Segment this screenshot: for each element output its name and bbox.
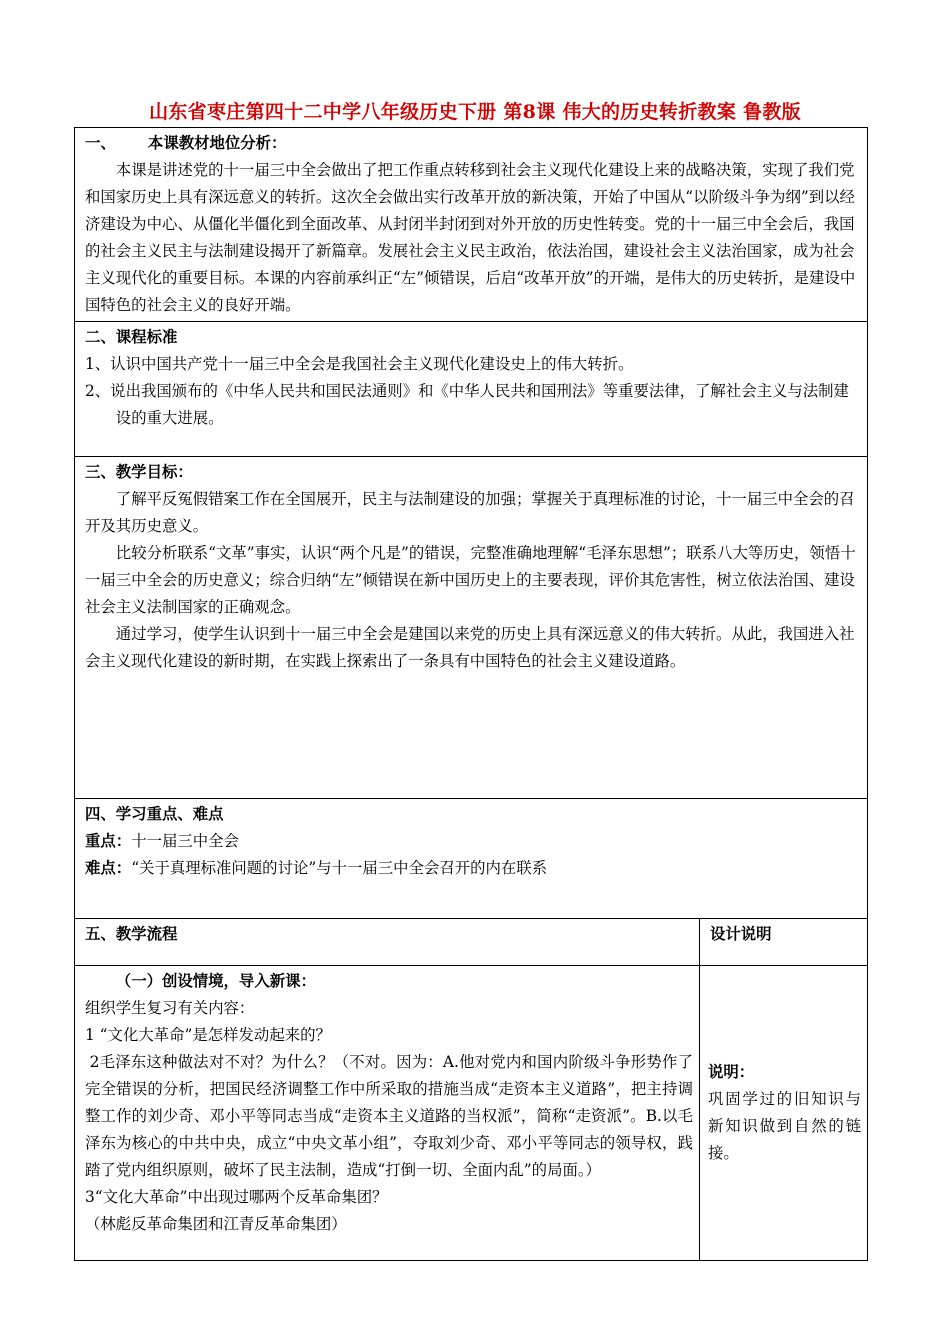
teaching-flow-cell	[75, 966, 700, 1261]
section-4-row	[75, 799, 868, 919]
difficulty-line	[85, 855, 861, 882]
standard-item-2: 2、说出我国颁布的《中华人民共和国民法通则》和《中华人民共和国刑法》等重要法律，了解社会主义与法制建设的重大进展。	[85, 382, 849, 427]
objective-paragraph-3: 通过学习，使学生认识到十一届三中全会是建国以来党的历史上具有深远意义的伟大转折。从此，我国进入社会主义现代化建设的新时期，在实践上探索出了一条具有中国特色的社会主义建设道路。	[85, 625, 855, 670]
section-1-paragraph: 本课是讲述党的十一届三中全会做出了把工作重点转移到社会主义现代化建设上来的战略决策，实现了我们党和国家历史上具有深远意义的转折。这次全会做出实行改革开放的新决策，开始了中国从“以阶级斗争为纲”到以经济建设为中心、从僵化半僵化到全面改革、从封闭半封闭到对外开放的历史性转变。党的十一届三中全会后，我国的社会主义民主与法制建设揭开了新篇章。发展社会主义民主政治，依法治国，建设社会主义法治国家，成为社会主义现代化的重要目标。本课的内容前承纠正“左”倾错误，后启“改革开放”的开端，是伟大的历史转折，是建设中国特色的社会主义的良好开端。	[85, 161, 856, 314]
section-2-row	[75, 322, 868, 457]
section-4-cell	[75, 799, 868, 919]
question-1: 1 “文化大革命”是怎样发动起来的？	[85, 1026, 331, 1044]
section-5-content-row	[75, 966, 868, 1261]
section-2-cell	[75, 322, 868, 457]
difficulty-label: 难点：	[85, 859, 132, 877]
section-5-heading: 五、教学流程	[85, 925, 178, 943]
section-3-heading: 三、教学目标：	[85, 463, 193, 481]
subsection-1-heading: （一）创设情境，导入新课：	[115, 972, 316, 990]
note-text: 巩固学过的旧知识与新知识做到自然的链接。	[708, 1090, 861, 1162]
note-label: 说明：	[708, 1063, 755, 1081]
review-intro: 组织学生复习有关内容：	[85, 999, 255, 1017]
question-3: 3“文化大革命”中出现过哪两个反革命集团？	[85, 1188, 388, 1206]
section-2-heading: 二、课程标准	[85, 328, 178, 346]
design-notes-heading: 设计说明	[710, 925, 772, 943]
key-point-label: 重点：	[85, 832, 132, 850]
section-1-row	[75, 128, 868, 322]
design-note-cell	[700, 966, 868, 1261]
answer-3: （林彪反革命集团和江青反革命集团）	[85, 1215, 347, 1233]
lesson-plan-table	[74, 127, 868, 1261]
objective-paragraph-2: 比较分析联系“文革”事实，认识“两个凡是”的错误，完整准确地理解“毛泽东思想”；联系八大等历史，领悟十一届三中全会的历史意义；综合归纳“左”倾错误在新中国历史上的主要表现，评价其危害性，树立依法治国、建设社会主义法制国家的正确观念。	[85, 544, 856, 616]
question-2: 2毛泽东这种做法对不对？为什么？（不对。因为：A.他对党内和国内阶级斗争形势作了完全错误的分析，把国民经济调整工作中所采取的措施当成“走资本主义道路”，把主持调整工作的刘少奇、邓小平等同志当成“走资本主义道路的当权派”，简称“走资派”。B.以毛泽东为核心的中共中央，成立“中央文革小组”，夺取刘少奇、邓小平等同志的领导权，践踏了党内组织原则，破坏了民主法制，造成“打倒一切、全面内乱”的局面。）	[85, 1053, 693, 1179]
section-5-header-row	[75, 919, 868, 966]
section-3-cell	[75, 457, 868, 799]
objective-paragraph-1: 了解平反冤假错案工作在全国展开，民主与法制建设的加强；掌握关于真理标准的讨论，十一届三中全会的召开及其历史意义。	[85, 490, 855, 535]
section-3-row	[75, 457, 868, 799]
key-point-text: 十一届三中全会	[131, 832, 239, 850]
key-point-line	[85, 828, 861, 855]
section-1-heading: 一、 本课教材地位分析：	[85, 134, 287, 152]
document-title: 山东省枣庄第四十二中学八年级历史下册 第8课 伟大的历史转折教案 鲁教版	[149, 101, 801, 123]
difficulty-text: “关于真理标准问题的讨论”与十一届三中全会召开的内在联系	[131, 859, 548, 877]
section-1-cell	[75, 128, 868, 322]
section-5-heading-cell	[75, 919, 700, 966]
design-notes-heading-cell	[700, 919, 868, 966]
standard-item-1: 1、认识中国共产党十一届三中全会是我国社会主义现代化建设史上的伟大转折。	[85, 355, 634, 373]
section-4-heading: 四、学习重点、难点	[85, 805, 224, 823]
